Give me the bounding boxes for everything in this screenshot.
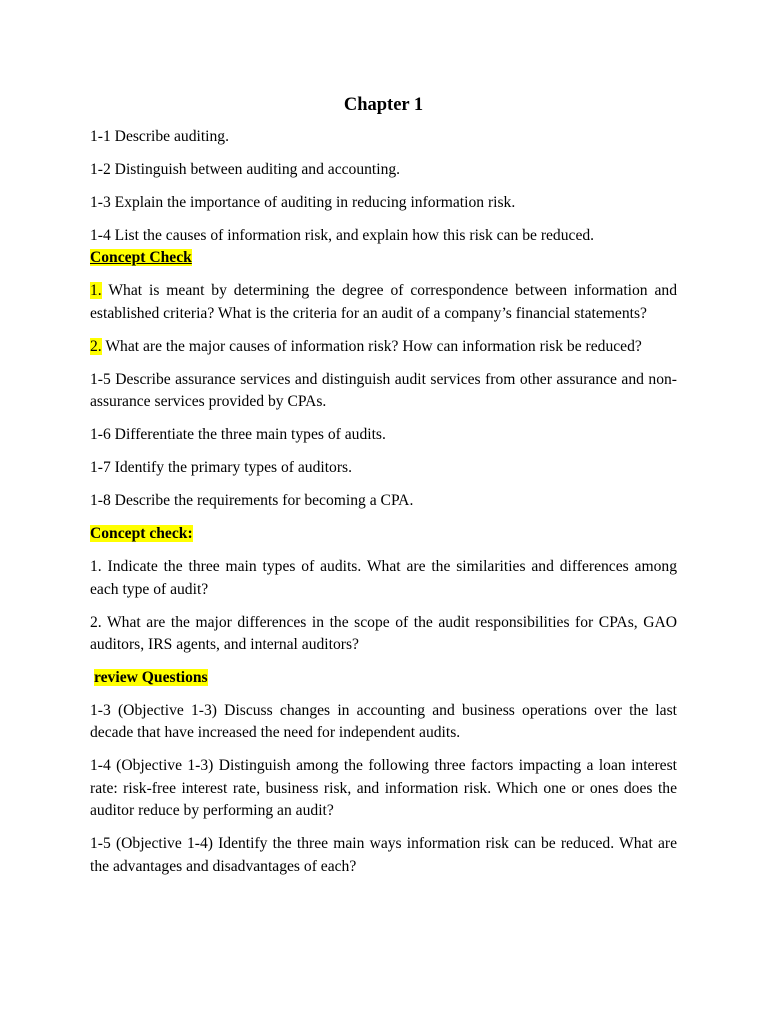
review-questions-heading: review Questions bbox=[94, 669, 208, 687]
objective-1-4: 1-4 List the causes of information risk, and explain how this risk can be reduced. bbox=[90, 227, 595, 244]
review-question-1-5: 1-5 (Objective 1-4) Identify the three main ways information risk can be reduced. What are the advantages and disadvantages of each? bbox=[90, 835, 677, 875]
objective-1-5: 1-5 Describe assurance services and distinguish audit services from other assurance and non-assurance services provided by CPAs. bbox=[90, 370, 677, 411]
review-question-1-4: 1-4 (Objective 1-3) Distinguish among the following three factors impacting a loan interest rate: risk-free interest rate, business risk, and information risk. Which one or ones does the auditor reduce by performing an audit? bbox=[90, 757, 677, 820]
concept-check-heading-2-block bbox=[90, 523, 677, 545]
objective-1-8: 1-8 Describe the requirements for becoming a CPA. bbox=[90, 492, 414, 510]
objective-1-6: 1-6 Differentiate the three main types of audits. bbox=[90, 426, 386, 444]
review-questions-heading-block bbox=[90, 667, 677, 689]
concept-check-2-question-1: 1. Indicate the three main types of audits. What are the similarities and differences among each type of audit? bbox=[90, 558, 677, 598]
objective-1-3: 1-3 Explain the importance of auditing in reducing information risk. bbox=[90, 194, 516, 211]
concept-check-heading-2: Concept check: bbox=[90, 525, 193, 543]
question-number: 1. bbox=[90, 282, 102, 300]
objective-1-2: 1-2 Distinguish between auditing and accounting. bbox=[90, 161, 401, 178]
question-text: What is meant by determining the degree of correspondence between information and established criteria? What is the criteria for an audit of a company’s financial statements? bbox=[90, 282, 677, 322]
concept-check-1-question-1 bbox=[90, 280, 677, 325]
objective-1-4-block bbox=[90, 225, 677, 270]
objective-1-7: 1-7 Identify the primary types of auditors. bbox=[90, 459, 352, 477]
question-text: What are the major causes of information risk? How can information risk be reduced? bbox=[101, 337, 642, 355]
concept-check-1-question-2 bbox=[90, 336, 677, 358]
question-number: 2. bbox=[90, 337, 102, 355]
concept-check-heading-1: Concept Check bbox=[90, 249, 192, 267]
review-question-1-3: 1-3 (Objective 1-3) Discuss changes in accounting and business operations over the last decade that have increased the need for independent audits. bbox=[90, 702, 677, 742]
chapter-title: Chapter 1 bbox=[343, 95, 424, 115]
concept-check-2-question-2: 2. What are the major differences in the scope of the audit responsibilities for CPAs, GAO auditors, IRS agents, and internal auditors? bbox=[90, 613, 677, 654]
document-page bbox=[90, 93, 677, 889]
objective-1-1: 1-1 Describe auditing. bbox=[90, 128, 230, 145]
